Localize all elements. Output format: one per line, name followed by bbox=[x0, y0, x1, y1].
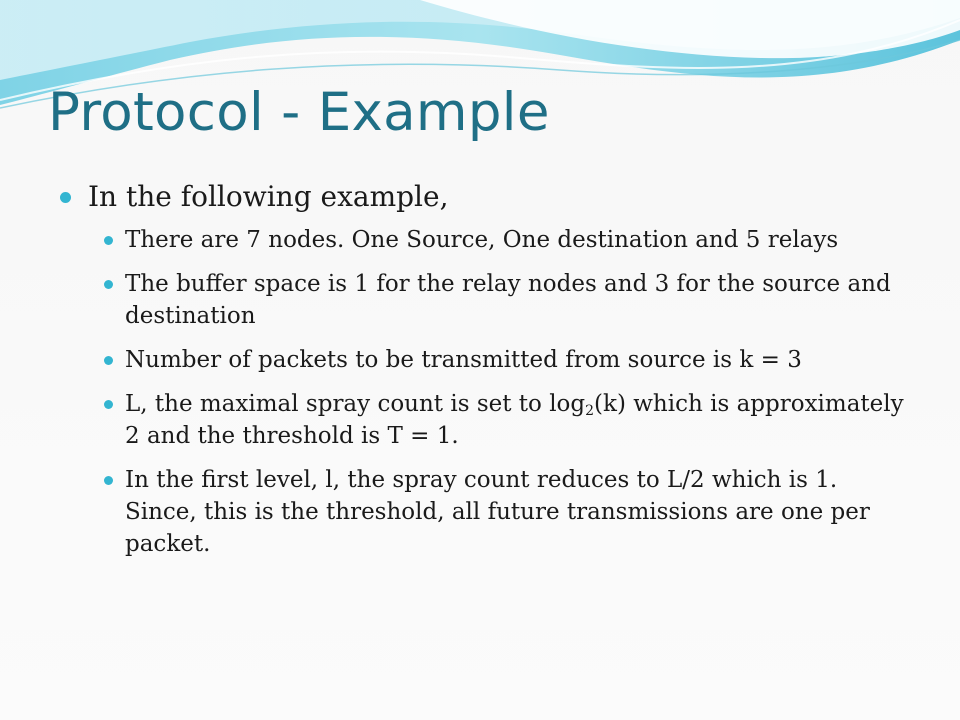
sub-bullet-text-post: (k) which is approximately 2 and the threshold is T = 1. bbox=[125, 391, 904, 449]
sub-bullet-text: Number of packets to be transmitted from source is k = 3 bbox=[125, 347, 802, 373]
bullet-dot-icon bbox=[104, 400, 113, 409]
bullet-dot-icon bbox=[104, 356, 113, 365]
sub-bullet-item-buffer bbox=[104, 268, 910, 332]
sub-bullet-item-packets bbox=[104, 344, 910, 376]
bullet-dot-icon bbox=[60, 192, 71, 203]
sub-bullet-item-nodes bbox=[104, 224, 910, 256]
sub-bullet-item-spray-count bbox=[104, 388, 910, 452]
sub-bullet-text: There are 7 nodes. One Source, One destination and 5 relays bbox=[125, 227, 839, 253]
slide-title: Protocol - Example bbox=[48, 82, 550, 143]
bullet-dot-icon bbox=[104, 236, 113, 245]
sub-bullet-item-first-level bbox=[104, 464, 910, 560]
sub-bullet-text: In the first level, l, the spray count reduces to L/2 which is 1. Since, this is the threshold, all future transmissions are one per packet. bbox=[125, 467, 870, 557]
bullet-item bbox=[60, 178, 910, 216]
sub-bullet-text-pre: L, the maximal spray count is set to log bbox=[125, 391, 586, 417]
bullet-dot-icon bbox=[104, 476, 113, 485]
bullet-list bbox=[60, 178, 910, 572]
sub-bullet-text: The buffer space is 1 for the relay nodes and 3 for the source and destination bbox=[125, 271, 891, 329]
log-subscript: 2 bbox=[585, 403, 595, 419]
bullet-dot-icon bbox=[104, 280, 113, 289]
bullet-text: In the following example, bbox=[88, 180, 449, 213]
